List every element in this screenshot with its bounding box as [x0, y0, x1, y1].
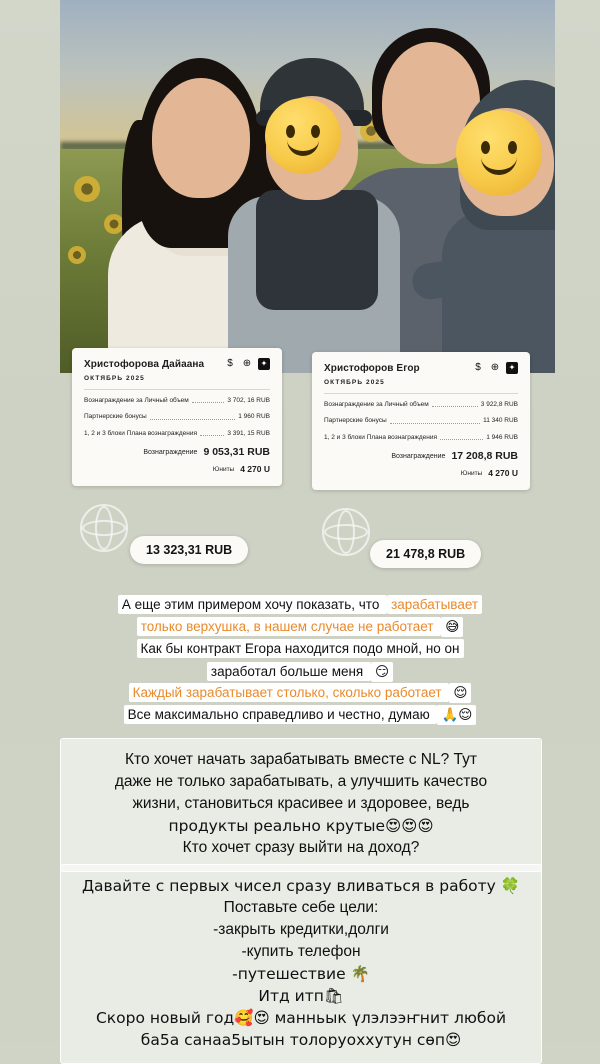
message-text: Все максимально справедливо и честно, думаю: [124, 705, 438, 724]
units-value: 4 270 U: [240, 464, 270, 475]
panel-line: Скоро новый год🥰😍 манньык үлэлээҥнит любой: [95, 1009, 507, 1027]
earnings-card-right: [312, 352, 530, 490]
message-block-1: [78, 596, 522, 685]
total-label: Вознаграждение: [391, 452, 446, 460]
sweat-smile-emoji-icon: 😅: [441, 617, 463, 637]
message-line: [78, 640, 522, 658]
message-line: [96, 684, 504, 702]
message-line: [78, 618, 522, 636]
smiley-mouth: [287, 136, 319, 156]
panel-line: -закрыть кредитки,долги: [213, 921, 389, 938]
row-dots: [192, 401, 225, 403]
divider: [324, 393, 518, 394]
panel-line: ба5а санаа5ытын толоруоххутун сөп😍: [140, 1031, 462, 1049]
row-dots: [150, 418, 235, 420]
total-pill-left: 13 323,31 RUB: [130, 536, 248, 564]
row-label: 1, 2 и 3 блоки Плана вознаграждения: [84, 429, 197, 437]
relieved-emoji-icon: 😌: [449, 683, 471, 703]
dollar-icon: $: [227, 358, 233, 369]
panel-invite: [60, 738, 542, 872]
total-pill-right: 21 478,8 RUB: [370, 540, 481, 568]
row-value: 3 922,8 RUB: [480, 401, 518, 408]
row-value: 3 702, 16 RUB: [227, 397, 270, 404]
logo-square-icon: ✦: [506, 362, 518, 374]
total-value: 17 208,8 RUB: [451, 450, 518, 463]
panel-line: Кто хочет начать зарабатывать вместе с NL? Тут: [124, 751, 477, 768]
row-dots: [432, 405, 478, 407]
globe-watermark-icon: [80, 504, 128, 552]
card-row: [84, 412, 270, 421]
card-row: [324, 433, 518, 442]
row-value: 1 960 RUB: [238, 413, 270, 421]
message-highlight: только верхушка, в нашем случае не работает: [137, 617, 442, 636]
row-dots: [390, 422, 480, 424]
mother-face: [152, 78, 250, 198]
message-line: [78, 596, 522, 614]
panel-line: Итд итп🛍: [258, 987, 344, 1005]
message-text: А еще этим примером хочу показать, что: [118, 595, 387, 614]
card-period: ОКТЯБРЬ 2025: [84, 375, 145, 382]
sunflower-icon: [68, 246, 86, 264]
smiley-face-cover-icon: [265, 98, 341, 174]
card-row: [84, 396, 270, 405]
card-header: [84, 358, 270, 370]
family-photo: [60, 0, 555, 373]
row-label: Вознаграждение за Личный объем: [84, 397, 189, 404]
globe-icon: ⊕: [242, 358, 252, 369]
message-highlight: Каждый зарабатывает столько, сколько работает: [129, 683, 450, 702]
total-label: Вознаграждение: [143, 448, 198, 456]
panel-line: Кто хочет сразу выйти на доход?: [182, 839, 420, 856]
panel-line: Поставьте себе цели:: [223, 899, 379, 916]
panel-line: жизни, становиться красивее и здоровее, ведь: [132, 795, 470, 812]
message-line: [78, 663, 522, 681]
card-icon-group: [224, 358, 270, 370]
units-value: 4 270 U: [488, 468, 518, 479]
smiley-mouth: [481, 153, 517, 175]
dollar-icon: $: [475, 362, 481, 373]
panel-line: даже не только зарабатывать, а улучшить качество: [114, 773, 488, 790]
panel-line: -купить телефон: [241, 943, 361, 960]
message-text: Как бы контракт Егора находится подо мной, но он: [137, 639, 464, 658]
sunflower-icon: [74, 176, 100, 202]
card-period: ОКТЯБРЬ 2025: [324, 379, 385, 386]
sunflower-icon: [104, 214, 124, 234]
card-icon-group: [472, 362, 518, 374]
globe-watermark-icon: [322, 508, 370, 556]
globe-icon: ⊕: [490, 362, 500, 373]
message-block-2: [96, 684, 504, 728]
message-text: заработал больше меня: [207, 662, 371, 681]
row-label: 1, 2 и 3 блоки Плана вознаграждения: [324, 433, 437, 441]
row-value: 1 946 RUB: [486, 433, 518, 441]
child-left-shirt: [256, 190, 378, 310]
card-units: [84, 464, 270, 474]
divider: [84, 389, 270, 390]
pray-emoji-icon: 🙏😌: [437, 705, 476, 725]
units-label: Юниты: [212, 465, 235, 473]
card-owner-name: Христофорова Дайаана: [84, 358, 205, 370]
card-row: [324, 416, 518, 425]
smiley-eyes: [456, 141, 542, 154]
panel-line: Давайте с первых чисел сразу вливаться в работу 🍀: [81, 877, 521, 895]
row-label: Партнерские бонусы: [324, 417, 387, 425]
total-value: 9 053,31 RUB: [203, 446, 270, 459]
card-total: [84, 446, 270, 458]
message-line: [96, 706, 504, 724]
row-value: 3 391, 15 RUB: [227, 429, 270, 437]
panel-line: -путешествие 🌴: [232, 965, 370, 983]
card-header: [324, 362, 518, 374]
smirk-emoji-icon: 😏: [371, 662, 393, 682]
panel-line: продукты реально крутые😍😍😍: [168, 817, 434, 835]
panel-goals: [60, 864, 542, 1064]
earnings-card-left: [72, 348, 282, 486]
logo-square-icon: ✦: [258, 358, 270, 370]
smiley-face-cover-icon: [456, 110, 542, 196]
card-row: [324, 400, 518, 409]
row-label: Партнерские бонусы: [84, 413, 147, 421]
units-label: Юниты: [460, 469, 483, 477]
card-owner-name: Христофоров Егор: [324, 362, 420, 374]
message-highlight: зарабатывает: [387, 595, 482, 614]
row-dots: [200, 434, 224, 436]
card-total: [324, 450, 518, 462]
row-value: 11 340 RUB: [483, 417, 518, 425]
row-label: Вознаграждение за Личный объем: [324, 401, 429, 408]
row-dots: [440, 438, 483, 440]
card-row: [84, 429, 270, 438]
card-units: [324, 468, 518, 478]
